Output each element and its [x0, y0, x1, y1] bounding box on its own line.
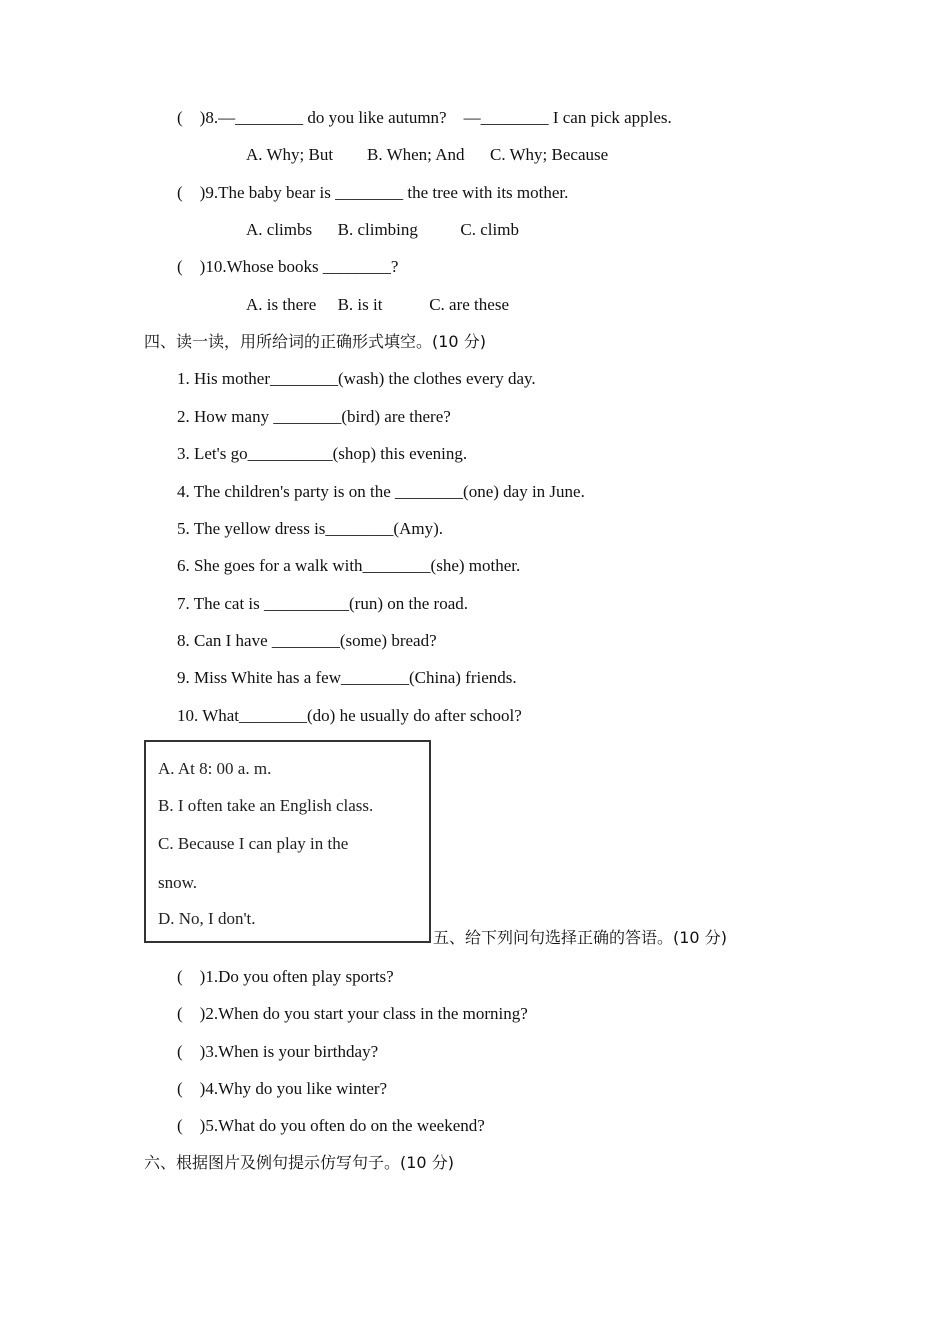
answer-option-c: C. Because I can play in the	[158, 834, 349, 853]
q10-stem: ( )10.Whose books ________?	[177, 257, 399, 276]
match-item-5: ( )5.What do you often do on the weekend?	[177, 1116, 485, 1135]
fill-item-6: 6. She goes for a walk with________(she) mother.	[177, 556, 521, 575]
section6-heading: 六、根据图片及例句提示仿写句子。(10 分)	[144, 1153, 454, 1172]
match-item-1: ( )1.Do you often play sports?	[177, 967, 394, 986]
fill-item-7: 7. The cat is __________(run) on the road.	[177, 594, 468, 613]
fill-item-1: 1. His mother________(wash) the clothes every day.	[177, 369, 536, 388]
answer-option-c-cont: snow.	[158, 873, 198, 892]
match-item-3: ( )3.When is your birthday?	[177, 1042, 379, 1061]
q9-options: A. climbs B. climbing C. climb	[246, 220, 519, 239]
answer-options-box	[144, 740, 431, 943]
fill-item-5: 5. The yellow dress is________(Amy).	[177, 519, 443, 538]
q8-stem: ( )8.—________ do you like autumn? —________ I can pick apples.	[177, 108, 672, 127]
section4-heading: 四、读一读，用所给词的正确形式填空。(10 分)	[144, 332, 486, 351]
q8-options: A. Why; But B. When; And C. Why; Because	[246, 145, 609, 164]
match-item-4: ( )4.Why do you like winter?	[177, 1079, 388, 1098]
section5-heading: 五、给下列问句选择正确的答语。(10 分)	[433, 928, 727, 947]
fill-item-3: 3. Let's go__________(shop) this evening.	[177, 444, 468, 463]
answer-option-d: D. No, I don't.	[158, 909, 256, 928]
q9-stem: ( )9.The baby bear is ________ the tree with its mother.	[177, 183, 569, 202]
fill-item-9: 9. Miss White has a few________(China) friends.	[177, 668, 517, 687]
fill-item-4: 4. The children's party is on the ________(one) day in June.	[177, 482, 585, 501]
fill-item-2: 2. How many ________(bird) are there?	[177, 407, 451, 426]
match-item-2: ( )2.When do you start your class in the morning?	[177, 1004, 528, 1023]
fill-item-8: 8. Can I have ________(some) bread?	[177, 631, 437, 650]
answer-option-a: A. At 8: 00 a. m.	[158, 759, 272, 778]
fill-item-10: 10. What________(do) he usually do after school?	[177, 706, 522, 725]
q10-options: A. is there B. is it C. are these	[246, 295, 509, 314]
answer-option-b: B. I often take an English class.	[158, 796, 374, 815]
